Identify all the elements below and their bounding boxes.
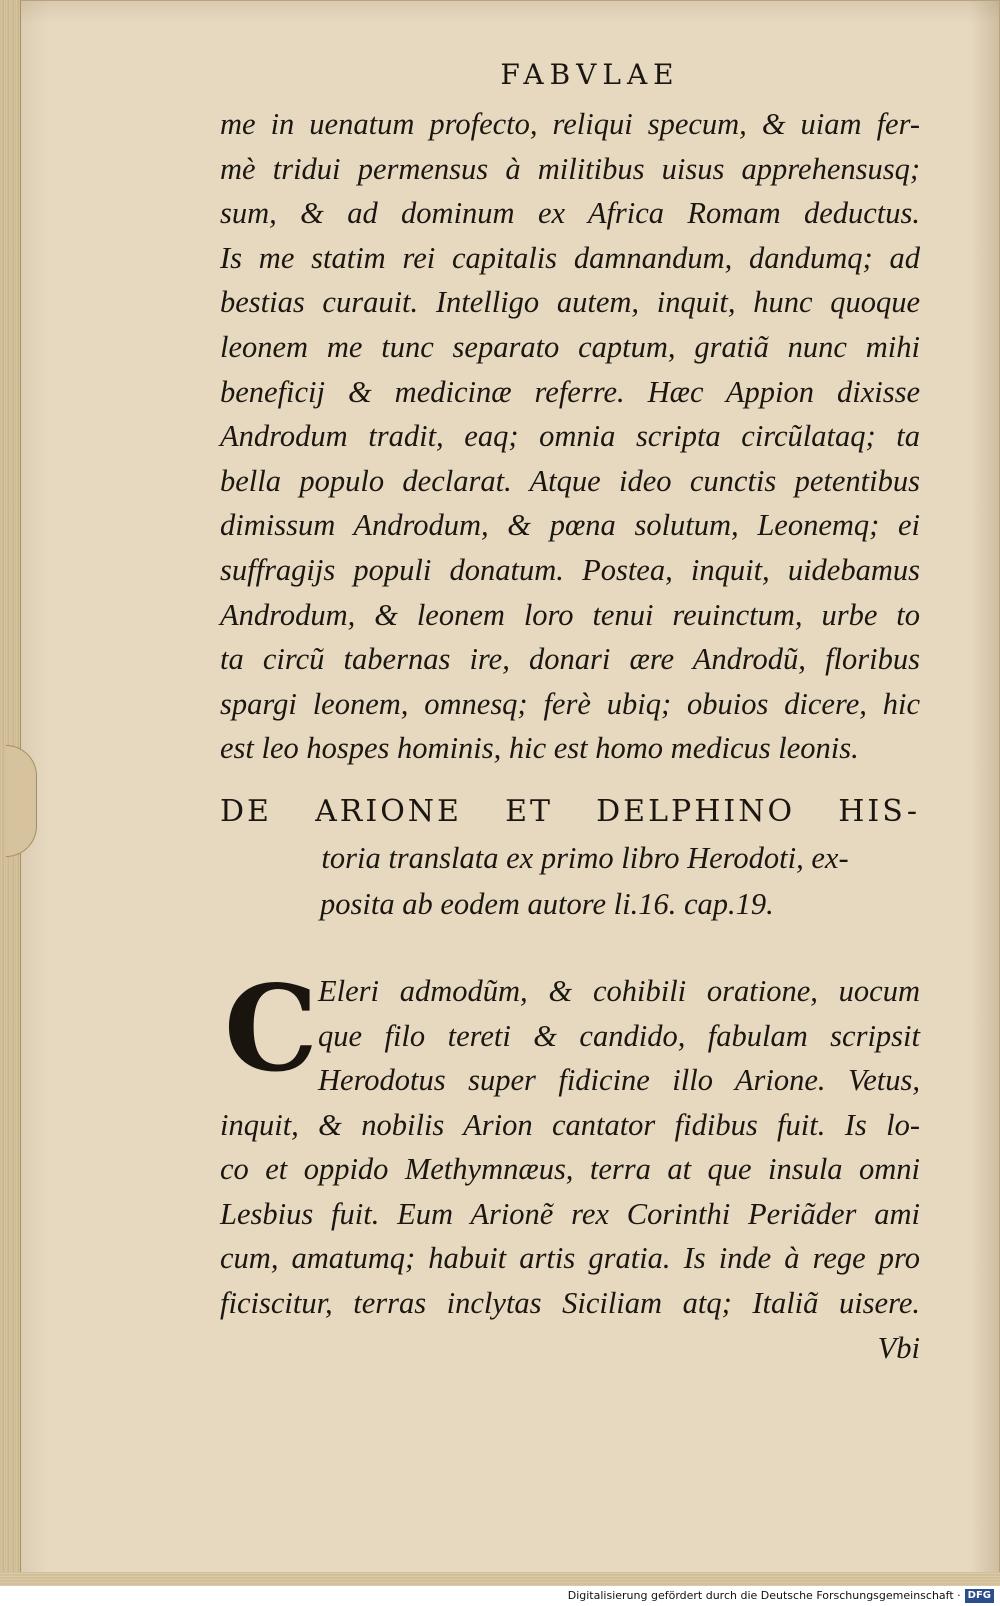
text-line: leonem me tunc separato captum, gratiã nunc mihi [220, 329, 920, 364]
passage-androdus [220, 102, 920, 771]
text-line: bestias curauit. Intelligo autem, inquit, hunc quoque [220, 285, 920, 320]
text-line: me in uenatum profecto, reliqui specum, & uiam fer- [220, 107, 920, 141]
text-line: sum, & ad dominum ex Africa Romam deductus. [220, 196, 920, 231]
passage-arion [220, 958, 920, 1370]
text-block [220, 56, 920, 1370]
text-line: beneficij & medicinæ referre. Hæc Appion dixisse [220, 374, 920, 409]
text-line: Androdum, & leonem loro tenui reuinctum, urbe to [220, 597, 920, 632]
section-heading [220, 789, 920, 927]
text-line: bella populo declarat. Atque ideo cunctis petentibus [220, 463, 920, 498]
text-line: Androdum tradit, eaq; omnia scripta circũlataq; ta [220, 419, 920, 454]
section-heading-line: DE ARIONE ET DELPHINO HIS- [220, 793, 920, 829]
page-edge-tab [6, 745, 37, 857]
text-line: co et oppido Methymnæus, terra at que insula omni [220, 1152, 920, 1187]
text-line: Eleri admodũm, & cohibili oratione, uocum [318, 973, 920, 1008]
text-line: Lesbius fuit. Eum Arionẽ rex Corinthi Periãder ami [220, 1196, 920, 1231]
text-line: que filo tereti & candido, fabulam scripsit [318, 1018, 920, 1053]
section-heading-line: toria translata ex primo libro Herodoti, ex- [321, 840, 849, 875]
page-bottom-edge [0, 1572, 1000, 1586]
running-head: FABVLAE [500, 58, 680, 91]
text-line: inquit, & nobilis Arion cantator fidibus fuit. Is lo- [220, 1107, 920, 1142]
digitization-footer [0, 1586, 1000, 1606]
section-heading-line: posita ab eodem autore li.16. cap.19. [320, 886, 774, 921]
text-line: dimissum Androdum, & pœna solutum, Leonemq; ei [220, 508, 920, 543]
text-line: Is me statim rei capitalis damnandum, dandumq; ad [220, 240, 920, 275]
text-line: cum, amatumq; habuit artis gratia. Is inde à rege pro [220, 1241, 920, 1276]
text-line: Herodotus super fidicine illo Arione. Vetus, [318, 1063, 920, 1098]
drop-capital: C [224, 958, 318, 1098]
text-line: ta circũ tabernas ire, donari ære Androdũ, floribus [220, 642, 920, 677]
text-line: suffragijs populi donatum. Postea, inquit, uidebamus [220, 552, 920, 587]
text-line: ficiscitur, terras inclytas Siciliam atq; Italiã uisere. [220, 1286, 920, 1321]
text-line: mè tridui permensus à militibus uisus apprehensusq; [220, 151, 920, 186]
text-line: spargi leonem, omnesq; ferè ubiq; obuios dicere, hic [220, 686, 920, 721]
text-line: est leo hospes hominis, hic est homo medicus leonis. [220, 731, 859, 766]
catchword: Vbi [877, 1330, 920, 1365]
funding-credit: Digitalisierung gefördert durch die Deutsche Forschungsgemeinschaft · [567, 1589, 961, 1602]
dfg-logo: DFG [965, 1589, 994, 1603]
